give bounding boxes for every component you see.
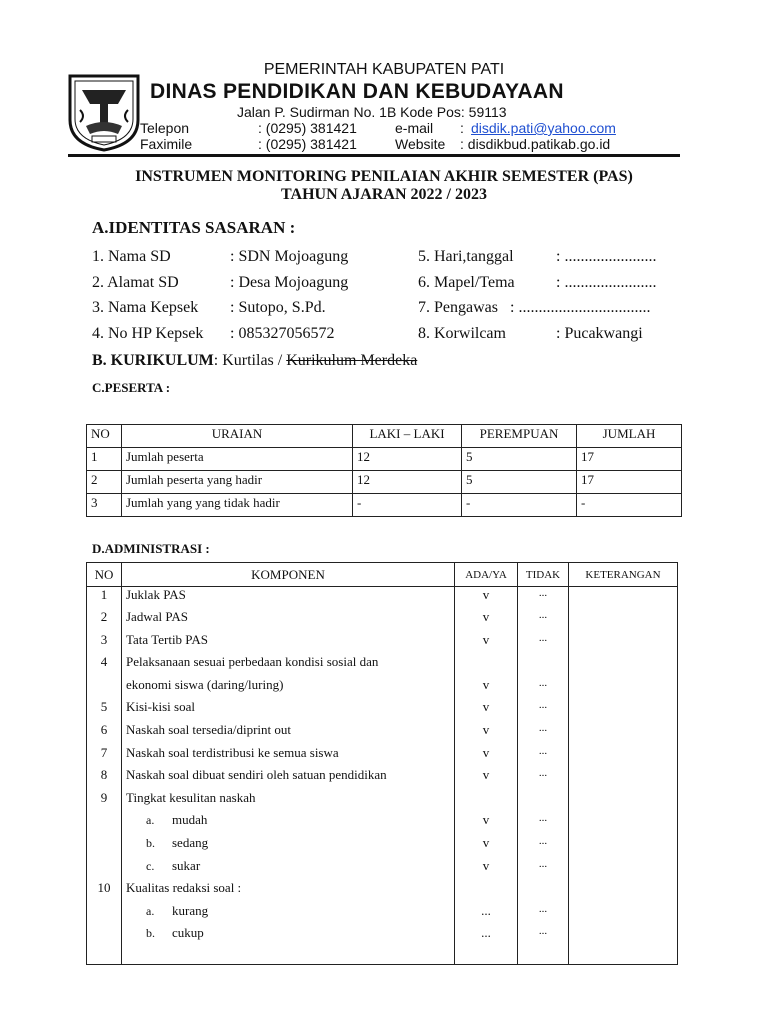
office-name: DINAS PENDIDIKAN DAN KEBUDAYAAN — [150, 80, 564, 103]
identity-value: : SDN Mojoagung — [230, 248, 349, 265]
component-label: Pelaksanaan sesuai perbedaan kondisi sosial dan — [126, 654, 379, 670]
component-label: cukup — [172, 925, 204, 941]
row-number — [87, 903, 122, 926]
table-row — [87, 699, 678, 722]
identity-label: 7. Pengawas — [418, 299, 498, 316]
row-number — [87, 835, 122, 858]
tidak-mark: ... — [518, 925, 569, 948]
row-number: 6 — [87, 722, 122, 745]
table-row — [87, 903, 678, 926]
column-header: NO — [87, 563, 122, 587]
tidak-mark: ... — [518, 745, 569, 768]
tidak-mark: ... — [518, 903, 569, 926]
phone-value: : (0295) 381421 — [258, 120, 357, 136]
column-header: TIDAK — [518, 563, 569, 587]
table-cell: - — [462, 494, 577, 517]
identity-value: : ................................. — [510, 299, 651, 316]
row-number — [87, 677, 122, 700]
row-number: 9 — [87, 790, 122, 813]
row-number — [87, 812, 122, 835]
table-cell: - — [353, 494, 462, 517]
component-cell — [122, 632, 455, 655]
identity-label: 8. Korwilcam — [418, 325, 506, 342]
keterangan-cell — [569, 677, 678, 700]
ada-mark: v — [455, 699, 518, 722]
component-label: kurang — [172, 902, 209, 918]
government-name: PEMERINTAH KABUPATEN PATI — [263, 61, 505, 78]
component-cell — [122, 925, 455, 948]
identity-value: : Desa Mojoagung — [230, 274, 349, 291]
tidak-mark — [518, 880, 569, 903]
pati-regency-emblem-icon — [66, 70, 142, 152]
table-row — [87, 677, 678, 700]
document-subtitle: TAHUN AJARAN 2022 / 2023 — [281, 186, 487, 203]
sub-item-marker: a. — [146, 903, 155, 918]
table-row — [87, 767, 678, 790]
table-cell: - — [577, 494, 682, 517]
row-number: 1 — [87, 587, 122, 610]
fax-value: : (0295) 381421 — [258, 136, 357, 152]
tidak-mark: ... — [518, 835, 569, 858]
table-row — [87, 494, 682, 517]
identitas-heading: A.IDENTITAS SASARAN : — [92, 218, 296, 237]
row-number — [87, 925, 122, 948]
component-label: Tingkat kesulitan naskah — [126, 789, 256, 805]
table-cell: Jumlah yang yang tidak hadir — [122, 494, 353, 517]
component-cell — [122, 677, 455, 700]
column-header: JUMLAH — [577, 425, 682, 448]
keterangan-cell — [569, 880, 678, 903]
row-number: 7 — [87, 745, 122, 768]
ada-mark: ... — [455, 903, 518, 926]
identity-value: : 085327056572 — [230, 325, 335, 342]
table-cell: 1 — [87, 448, 122, 471]
peserta-heading: C.PESERTA : — [92, 380, 171, 395]
component-cell — [122, 835, 455, 858]
component-label: Kualitas redaksi soal : — [126, 880, 242, 896]
identity-label: 1. Nama SD — [92, 248, 171, 265]
table-bottom-spacer — [87, 948, 678, 964]
ada-mark: v — [455, 745, 518, 768]
row-number: 8 — [87, 767, 122, 790]
identity-label: 2. Alamat SD — [92, 274, 179, 291]
table-row — [87, 858, 678, 881]
component-cell — [122, 745, 455, 768]
keterangan-cell — [569, 745, 678, 768]
identity-value: : Pucakwangi — [556, 325, 643, 342]
kurikulum-label: B. KURIKULUM — [92, 352, 214, 369]
keterangan-cell — [569, 925, 678, 948]
keterangan-cell — [569, 654, 678, 677]
table-row — [87, 471, 682, 494]
row-number: 2 — [87, 609, 122, 632]
component-cell — [122, 722, 455, 745]
component-label: Kisi-kisi soal — [126, 699, 195, 715]
table-cell: Jumlah peserta yang hadir — [122, 471, 353, 494]
tidak-mark: ... — [518, 722, 569, 745]
table-cell: 5 — [462, 448, 577, 471]
component-cell — [122, 587, 455, 610]
keterangan-cell — [569, 812, 678, 835]
ada-mark: v — [455, 632, 518, 655]
peserta-table — [86, 424, 682, 517]
keterangan-cell — [569, 767, 678, 790]
administrasi-body — [87, 587, 678, 949]
component-cell — [122, 880, 455, 903]
table-row — [87, 880, 678, 903]
row-number — [87, 858, 122, 881]
website-label: Website — [395, 136, 446, 152]
ada-mark: v — [455, 587, 518, 610]
keterangan-cell — [569, 903, 678, 926]
component-label: sedang — [172, 835, 209, 851]
table-row — [87, 654, 678, 677]
table-row — [87, 745, 678, 768]
tidak-mark — [518, 790, 569, 813]
component-label: Tata Tertib PAS — [126, 631, 208, 647]
phone-label: Telepon — [140, 120, 190, 136]
kurikulum-line — [92, 352, 417, 370]
component-cell — [122, 790, 455, 813]
tidak-mark: ... — [518, 677, 569, 700]
tidak-mark — [518, 654, 569, 677]
sub-item-marker: a. — [146, 813, 155, 828]
component-cell — [122, 812, 455, 835]
keterangan-cell — [569, 858, 678, 881]
component-label: Naskah soal dibuat sendiri oleh satuan pendidikan — [126, 767, 387, 783]
keterangan-cell — [569, 587, 678, 610]
sub-item-marker: c. — [146, 858, 155, 873]
ada-mark: v — [455, 812, 518, 835]
identity-label: 3. Nama Kepsek — [92, 299, 199, 316]
table-row — [87, 812, 678, 835]
keterangan-cell — [569, 790, 678, 813]
email-separator: : — [460, 120, 464, 136]
identity-value: : ....................... — [556, 274, 657, 291]
sub-item-marker: b. — [146, 926, 155, 941]
ada-mark: v — [455, 835, 518, 858]
keterangan-cell — [569, 722, 678, 745]
tidak-mark: ... — [518, 858, 569, 881]
component-label: Jadwal PAS — [126, 609, 189, 625]
tidak-mark: ... — [518, 812, 569, 835]
table-row — [87, 587, 678, 610]
column-header: URAIAN — [122, 425, 353, 448]
table-row — [87, 790, 678, 813]
table-header-row — [87, 563, 678, 587]
table-cell: 12 — [353, 448, 462, 471]
component-label: Naskah soal tersedia/diprint out — [126, 722, 291, 738]
keterangan-cell — [569, 609, 678, 632]
component-label: mudah — [172, 812, 208, 828]
ada-mark — [455, 790, 518, 813]
kurikulum-value: : Kurtilas / — [213, 352, 287, 369]
column-header: ADA/YA — [455, 563, 518, 587]
column-header: KETERANGAN — [569, 563, 678, 587]
table-row — [87, 925, 678, 948]
identity-label: 4. No HP Kepsek — [92, 325, 204, 342]
table-cell: 2 — [87, 471, 122, 494]
identity-label: 5. Hari,tanggal — [418, 248, 514, 265]
table-cell: 17 — [577, 448, 682, 471]
table-cell: 17 — [577, 471, 682, 494]
table-row — [87, 722, 678, 745]
identity-label: 6. Mapel/Tema — [418, 274, 515, 291]
table-row — [87, 448, 682, 471]
tidak-mark: ... — [518, 609, 569, 632]
tidak-mark: ... — [518, 632, 569, 655]
column-header: KOMPONEN — [122, 563, 455, 587]
row-number: 10 — [87, 880, 122, 903]
tidak-mark: ... — [518, 587, 569, 610]
ada-mark: v — [455, 767, 518, 790]
component-cell — [122, 767, 455, 790]
email-link[interactable]: disdik.pati@yahoo.com — [471, 120, 616, 136]
table-cell: 3 — [87, 494, 122, 517]
identity-value: : ....................... — [556, 248, 657, 265]
ada-mark: v — [455, 858, 518, 881]
sub-item-marker: b. — [146, 836, 155, 851]
administrasi-heading: D.ADMINISTRASI : — [92, 541, 210, 556]
website-value: : disdikbud.patikab.go.id — [460, 136, 611, 152]
tidak-mark: ... — [518, 699, 569, 722]
table-row — [87, 835, 678, 858]
office-address: Jalan P. Sudirman No. 1B Kode Pos: 59113 — [237, 104, 507, 120]
document-title: INSTRUMEN MONITORING PENILAIAN AKHIR SEMESTER (PAS) — [135, 168, 633, 185]
table-cell: Jumlah peserta — [122, 448, 353, 471]
ada-mark: ... — [455, 925, 518, 948]
component-cell — [122, 903, 455, 926]
component-cell — [122, 654, 455, 677]
row-number: 4 — [87, 654, 122, 677]
table-header-row — [87, 425, 682, 448]
email-label: e-mail — [395, 120, 434, 136]
letterhead-divider — [68, 154, 680, 157]
column-header: PEREMPUAN — [462, 425, 577, 448]
ada-mark: v — [455, 609, 518, 632]
ada-mark: v — [455, 677, 518, 700]
kurikulum-struck-option: Kurikulum Merdeka — [286, 352, 418, 369]
keterangan-cell — [569, 835, 678, 858]
row-number: 3 — [87, 632, 122, 655]
keterangan-cell — [569, 632, 678, 655]
administrasi-table — [86, 562, 678, 965]
tidak-mark: ... — [518, 767, 569, 790]
column-header: LAKI – LAKI — [353, 425, 462, 448]
row-number: 5 — [87, 699, 122, 722]
table-cell: 12 — [353, 471, 462, 494]
fax-label: Faximile — [140, 136, 193, 152]
component-cell — [122, 699, 455, 722]
identity-value: : Sutopo, S.Pd. — [230, 299, 326, 316]
ada-mark — [455, 880, 518, 903]
ada-mark — [455, 654, 518, 677]
column-header: NO — [87, 425, 122, 448]
table-cell: 5 — [462, 471, 577, 494]
keterangan-cell — [569, 699, 678, 722]
ada-mark: v — [455, 722, 518, 745]
component-cell — [122, 858, 455, 881]
component-label: Naskah soal terdistribusi ke semua siswa — [126, 744, 339, 760]
table-row — [87, 609, 678, 632]
table-row — [87, 632, 678, 655]
component-label: Juklak PAS — [126, 587, 186, 602]
component-label: sukar — [172, 857, 201, 873]
component-cell — [122, 609, 455, 632]
component-label: ekonomi siswa (daring/luring) — [126, 676, 284, 692]
